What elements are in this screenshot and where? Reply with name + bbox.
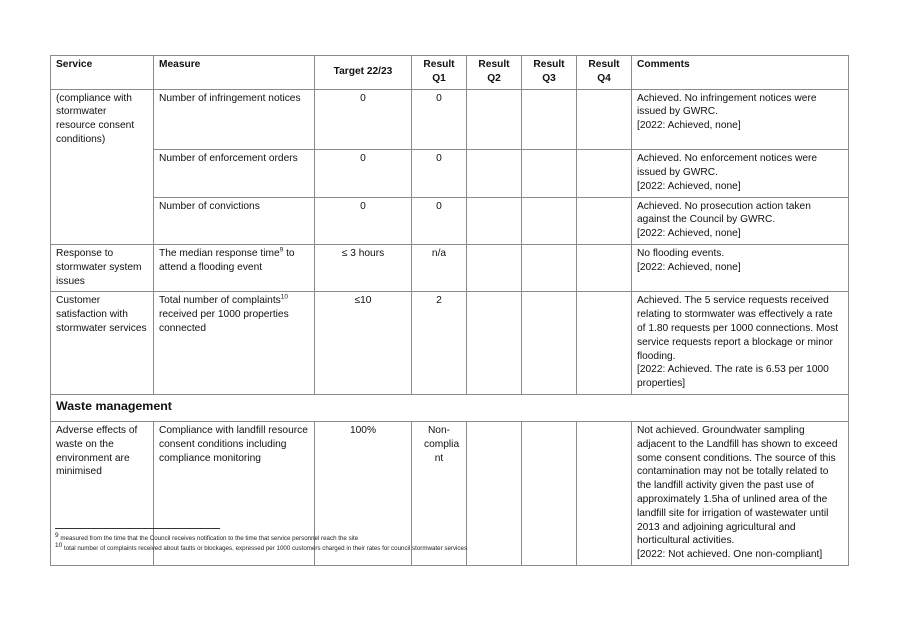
q1-cell: 0: [412, 197, 467, 244]
q1-cell: 0: [412, 150, 467, 197]
section-row: [51, 395, 849, 422]
footnote-ref: 9: [279, 246, 284, 254]
comment-prior-year: [2022: Not achieved. One non-compliant]: [637, 549, 823, 561]
q3-cell: [522, 150, 577, 197]
header-q4: Result Q4: [577, 56, 632, 90]
q2-cell: [467, 292, 522, 395]
service-cell: Customer satisfaction with stormwater services: [51, 292, 154, 395]
measure-cell: Number of infringement notices: [154, 89, 315, 150]
q4-cell: [577, 150, 632, 197]
table-row: [51, 422, 849, 566]
q3-cell: [522, 89, 577, 150]
q4-cell: [577, 422, 632, 566]
measure-text: Total number of complaints: [159, 295, 281, 307]
comment-prior-year: [2022: Achieved, none]: [637, 120, 741, 132]
footnote-text: measured from the time that the Council receives notification to the time that service personnel reach the site: [60, 535, 359, 542]
service-cell: Response to stormwater system issues: [51, 245, 154, 292]
q3-cell: [522, 422, 577, 566]
comment-prior-year: [2022: Achieved, none]: [637, 228, 741, 240]
measure-cell: Compliance with landfill resource consent conditions including compliance monitoring: [154, 422, 315, 566]
header-service: Service: [51, 56, 154, 90]
comment-text: Achieved. No infringement notices were issued by GWRC.: [637, 92, 817, 118]
comments-cell: [632, 245, 849, 292]
q1-cell: 2: [412, 292, 467, 395]
comment-text: Achieved. No prosecution action taken against the Council by GWRC.: [637, 200, 811, 226]
section-title: Waste management: [51, 395, 849, 422]
measure-cell: [154, 292, 315, 395]
footnote: [55, 541, 468, 553]
service-cell: [51, 150, 154, 197]
service-cell: Adverse effects of waste on the environment are minimised: [51, 422, 154, 566]
measure-cell: Number of enforcement orders: [154, 150, 315, 197]
footnote-number: 9: [55, 531, 59, 539]
q2-cell: [467, 422, 522, 566]
q2-cell: [467, 197, 522, 244]
footnote-ref: 10: [280, 294, 288, 302]
target-cell: ≤ 3 hours: [315, 245, 412, 292]
footnote-text: total number of complaints received about faults or blockages, expressed per 1000 customers charged in their rates for council stormwater services: [63, 545, 468, 552]
comments-cell: [632, 422, 849, 566]
comments-cell: [632, 150, 849, 197]
measure-text: The median response time: [159, 248, 280, 260]
target-cell: ≤10: [315, 292, 412, 395]
q1-cell: n/a: [412, 245, 467, 292]
header-q2: Result Q2: [467, 56, 522, 90]
q2-cell: [467, 245, 522, 292]
q4-cell: [577, 292, 632, 395]
comment-text: No flooding events.: [637, 248, 725, 260]
q4-cell: [577, 89, 632, 150]
comment-text: Not achieved. Groundwater sampling adjacent to the Landfill has shown to exceed some consent conditions. The source of this contamination may not be totally related to the landfill activity given the past use of approximately 1.5ha of unlined area of the landfill site for irrigation of wastewater until 2013 and adjoining agricultural and horticultural activities.: [637, 425, 838, 547]
table-row: [51, 292, 849, 395]
q2-cell: [467, 89, 522, 150]
table-row: [51, 197, 849, 244]
q3-cell: [522, 197, 577, 244]
comments-cell: [632, 197, 849, 244]
performance-table: [50, 55, 849, 566]
q2-cell: [467, 150, 522, 197]
header-row: [51, 56, 849, 90]
target-cell: 0: [315, 150, 412, 197]
footnote-number: 10: [55, 541, 63, 549]
table-row: [51, 245, 849, 292]
service-cell: [51, 197, 154, 244]
table-row: [51, 150, 849, 197]
comment-prior-year: [2022: Achieved, none]: [637, 180, 741, 192]
target-cell: 0: [315, 197, 412, 244]
comments-cell: [632, 292, 849, 395]
footnote-divider: [55, 528, 220, 529]
q3-cell: [522, 292, 577, 395]
measure-cell: [154, 245, 315, 292]
target-cell: 0: [315, 89, 412, 150]
comment-text: Achieved. No enforcement notices were issued by GWRC.: [637, 153, 818, 179]
comments-cell: [632, 89, 849, 150]
measure-cell: Number of convictions: [154, 197, 315, 244]
q4-cell: [577, 245, 632, 292]
header-measure: Measure: [154, 56, 315, 90]
header-q3: Result Q3: [522, 56, 577, 90]
comment-text: Achieved. The 5 service requests received relating to stormwater was effectively a rate of 1.80 requests per 1000 connections. Most service requests report a blockage or minor flooding.: [637, 295, 839, 362]
header-target: Target 22/23: [315, 56, 412, 90]
comment-prior-year: [2022: Achieved. The rate is 6.53 per 1000 properties]: [637, 364, 829, 390]
q3-cell: [522, 245, 577, 292]
footnote: [55, 531, 359, 543]
table-row: [51, 89, 849, 150]
measure-text: received per 1000 properties connected: [159, 309, 289, 335]
target-cell: 100%: [315, 422, 412, 566]
service-cell: (compliance with stormwater resource consent conditions): [51, 89, 154, 150]
header-q1: Result Q1: [412, 56, 467, 90]
q1-cell: 0: [412, 89, 467, 150]
comment-prior-year: [2022: Achieved, none]: [637, 261, 741, 273]
q4-cell: [577, 197, 632, 244]
q1-cell: Non-complia nt: [412, 422, 467, 566]
measure-text: to attend a flooding event: [159, 248, 295, 273]
header-comments: Comments: [632, 56, 849, 90]
